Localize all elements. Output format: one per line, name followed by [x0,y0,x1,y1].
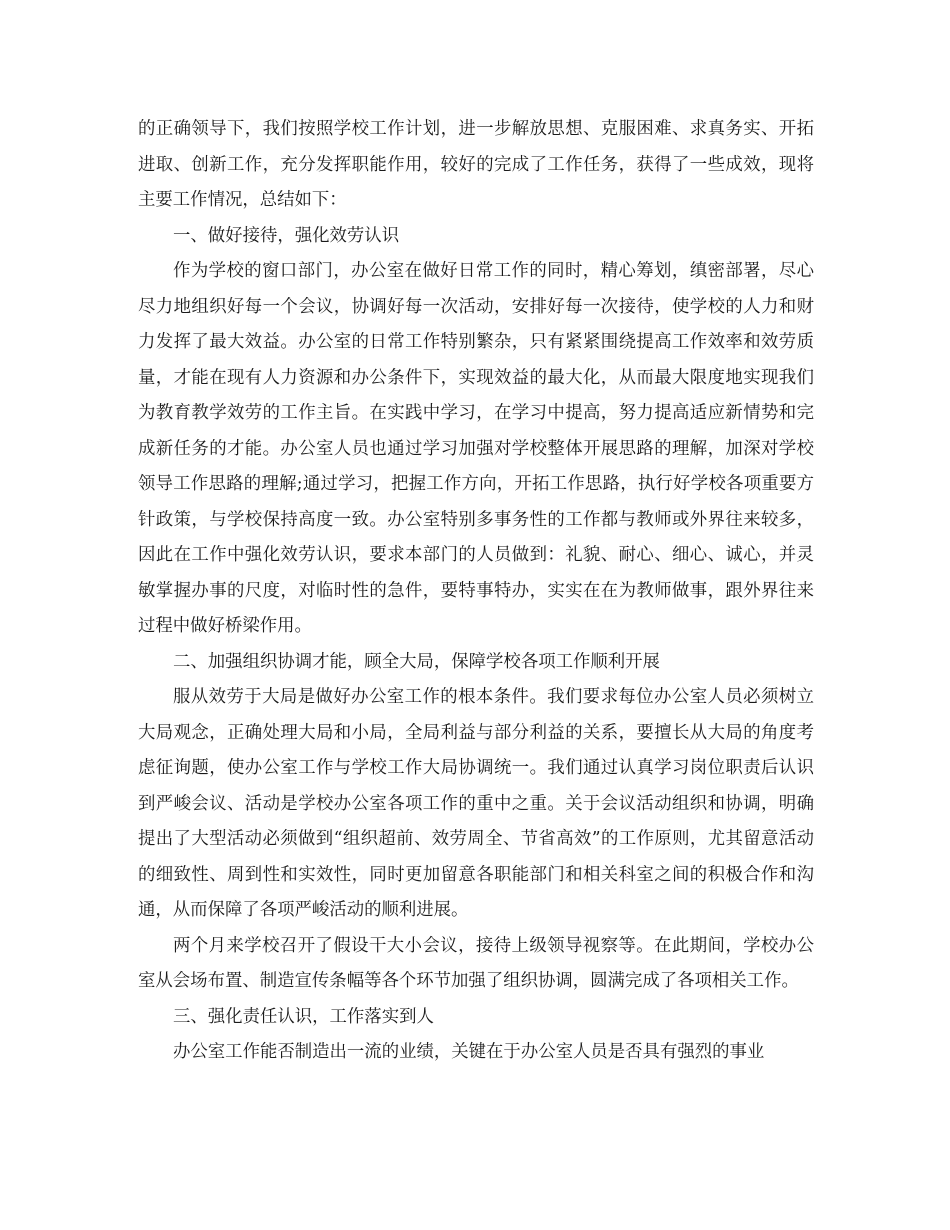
section-heading-2: 二、加强组织协调才能，顾全大局，保障学校各项工作顺利开展 [173,651,660,672]
paragraph-intro-continued: 的正确领导下，我们按照学校工作计划，进一步解放思想、克服困难、求真务实、开拓进取、创新工作，充分发挥职能作用，较好的完成了工作任务，获得了一些成效，现将主要工作情况，总结如下： [138,119,814,210]
paragraph-meetings: 两个月来学校召开了假设干大小会议，接待上级领导视察等。在此期间，学校办公室从会场布置、制造宣传条幅等各个环节加强了组织协调，圆满完成了各项相关工作。 [138,935,814,991]
section-heading-1: 一、做好接待，强化效劳认识 [173,225,400,246]
section-heading-3: 三、强化责任认识，工作落实到人 [173,1006,434,1027]
paragraph-responsibility: 办公室工作能否制造出一流的业绩，关键在于办公室人员是否具有强烈的事业 [173,1042,765,1062]
paragraph-overall-situation: 服从效劳于大局是做好办公室工作的根本条件。我们要求每位办公室人员必须树立大局观念，正确处理大局和小局，全局利益与部分利益的关系，要擅长从大局的角度考虑征询题，使办公室工作与学校工作大局协调统一。我们通过认真学习岗位职责后认识到严峻会议、活动是学校办公室各项工作的重中之重。关于会议活动组织和协调，明确提出了大型活动必须做到“组织超前、效劳周全、节省高效”的工作原则，尤其留意活动的细致性、周到性和实效性，同时更加留意各职能部门和相关科室之间的积极合作和沟通，从而保障了各项严峻活动的顺利进展。 [138,687,814,920]
document-body [138,112,814,1071]
paragraph-reception: 作为学校的窗口部门，办公室在做好日常工作的同时，精心筹划，缜密部署，尽心尽力地组织好每一个会议，协调好每一次活动，安排好每一次接待，使学校的人力和财力发挥了最大效益。办公室的日常工作特别繁杂，只有紧紧围绕提高工作效率和效劳质量，才能在现有人力资源和办公条件下，实现效益的最大化，从而最大限度地实现我们为教育教学效劳的工作主旨。在实践中学习，在学习中提高，努力提高适应新情势和完成新任务的才能。办公室人员也通过学习加强对学校整体开展思路的理解，加深对学校领导工作思路的理解;通过学习，把握工作方向，开拓工作思路，执行好学校各项重要方针政策，与学校保持高度一致。办公室特别多事务性的工作都与教师或外界往来较多，因此在工作中强化效劳认识，要求本部门的人员做到：礼貌、耐心、细心、诚心，并灵敏掌握办事的尺度，对临时性的急件，要特事特办，实实在在为教师做事，跟外界往来过程中做好桥梁作用。 [138,261,814,636]
